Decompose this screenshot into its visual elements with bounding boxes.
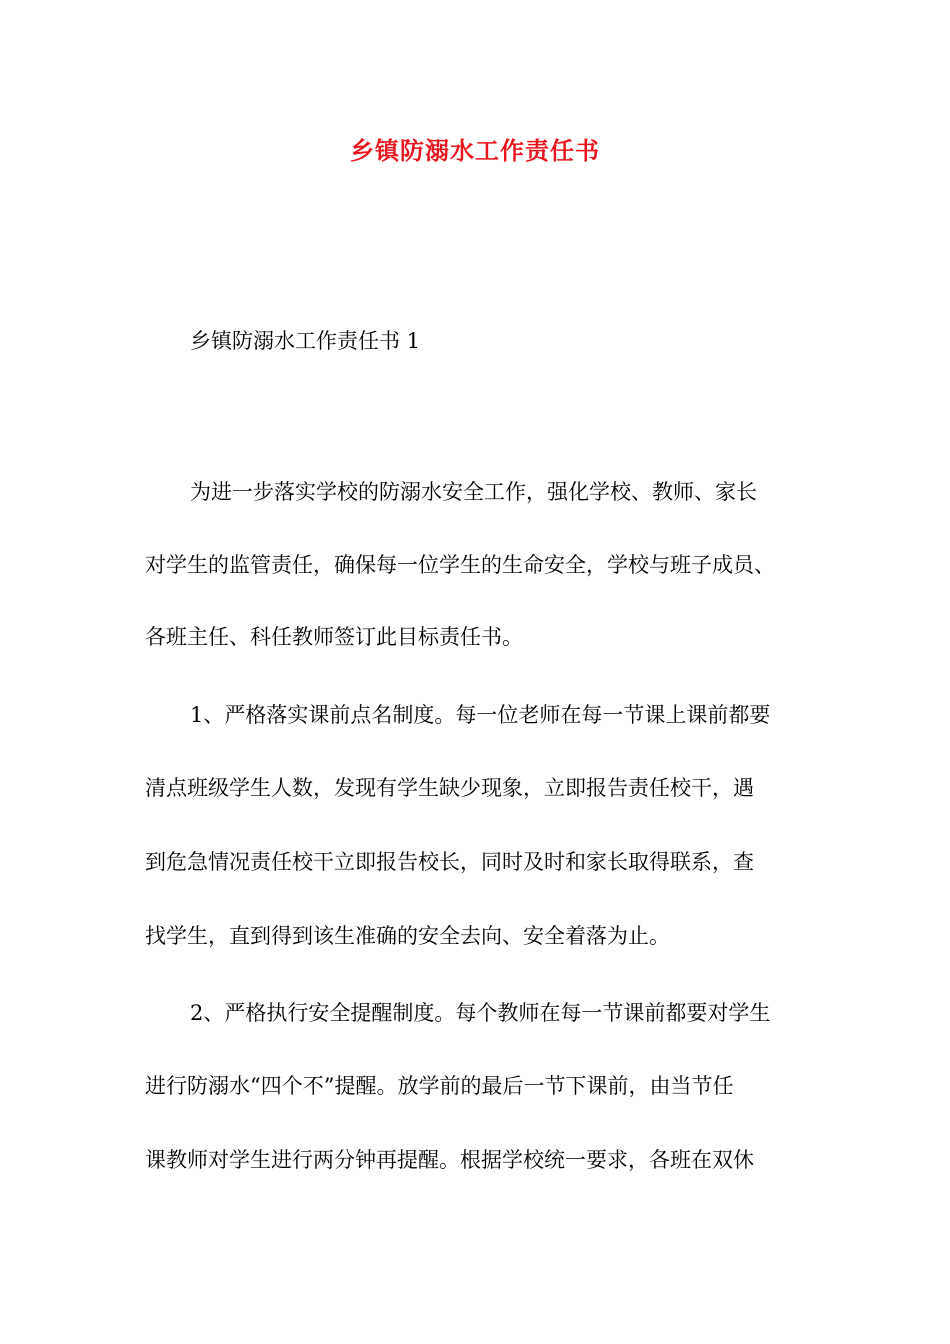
paragraph-line: 清点班级学生人数，发现有学生缺少现象，立即报告责任校干，遇 — [145, 776, 754, 800]
paragraph-line: 1、严格落实课前点名制度。每一位老师在每一节课上课前都要 — [190, 703, 771, 727]
paragraph-line: 为进一步落实学校的防溺水安全工作，强化学校、教师、家长 — [190, 480, 757, 504]
section-heading: 乡镇防溺水工作责任书 1 — [190, 329, 421, 353]
document-title: 乡镇防溺水工作责任书 — [350, 136, 600, 165]
paragraph-line: 各班主任、科任教师签订此目标责任书。 — [145, 625, 523, 649]
paragraph-line: 到危急情况责任校干立即报告校长，同时及时和家长取得联系，查 — [145, 850, 754, 874]
paragraph-line: 2、严格执行安全提醒制度。每个教师在每一节课前都要对学生 — [190, 1001, 771, 1025]
paragraph-line: 课教师对学生进行两分钟再提醒。根据学校统一要求，各班在双休 — [145, 1148, 754, 1172]
paragraph-line: 进行防溺水“四个不”提醒。放学前的最后一节下课前，由当节任 — [145, 1074, 734, 1098]
paragraph-line: 找学生，直到得到该生准确的安全去向、安全着落为止。 — [145, 924, 670, 948]
paragraph-line: 对学生的监管责任，确保每一位学生的生命安全，学校与班子成员、 — [145, 553, 775, 577]
